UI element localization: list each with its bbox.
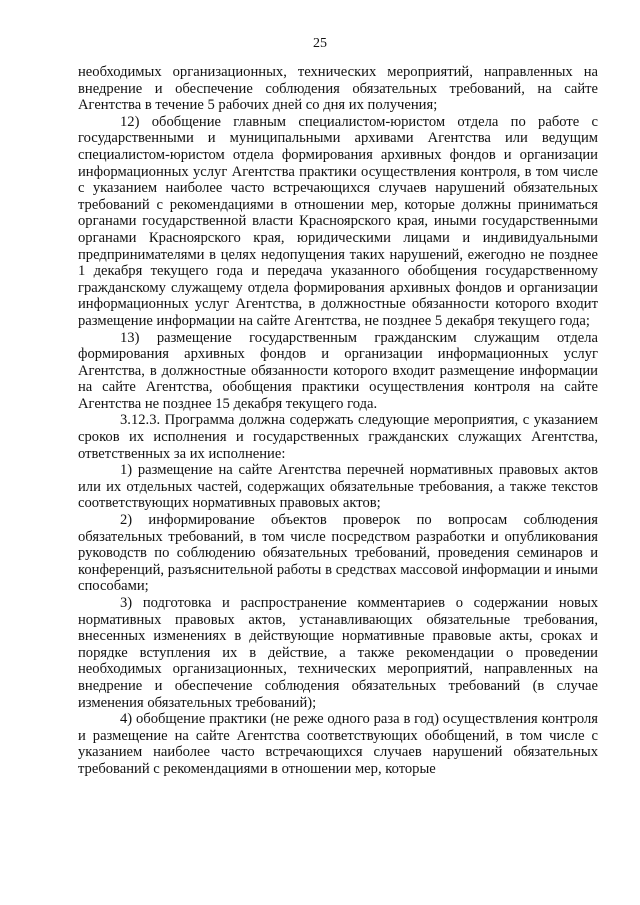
paragraph: 3) подготовка и распространение комментариев о содержании новых нормативных правовых актов, устанавливающих обязательные требования, внесенных изменениях в действующие нормативные правовые акты, сроках и порядке вступления их в действие, а также рекомендации о проведении необходимых организационных, технических мероприятий, направленных на внедрение и обеспечение соблюдения обязательных требований (в случае изменения обязательных требований); [78,595,598,711]
paragraph: 12) обобщение главным специалистом-юристом отдела по работе с государственными и муниципальными архивами Агентства или ведущим специалистом-юристом отдела формирования архивных фондов и организации информационных услуг Агентства практики осуществления контроля, в том числе с указанием наиболее часто встречающихся случаев нарушений обязательных требований с рекомендациями в отношении мер, которые должны приниматься органами государственной власти Красноярского края, иными государственными органами Красноярского края, юридическими лицами и индивидуальными предпринимателями в целях недопущения таких нарушений, ежегодно не позднее 1 декабря текущего года и передача указанного обобщения государственному гражданскому служащему отдела формирования архивных фондов и организации информационных услуг Агентства, в должностные обязанности которого входит размещение информации на сайте Агентства, не позднее 5 декабря текущего года; [78,113,598,329]
paragraph: 13) размещение государственным гражданским служащим отдела формирования архивных фондов и организации информационных услуг Агентства, в должностные обязанности которого входит размещение информации на сайте Агентства, обобщения практики осуществления контроля на сайте Агентства не позднее 15 декабря текущего года. [78,329,598,412]
paragraph: 2) информирование объектов проверок по вопросам соблюдения обязательных требований, в том числе посредством разработки и опубликования руководств по соблюдению обязательных требований, проведения семинаров и конференций, разъяснительной работы в средствах массовой информации и иными способами; [78,512,598,595]
paragraph: 3.12.3. Программа должна содержать следующие мероприятия, с указанием сроков их исполнения и государственных гражданских служащих Агентства, ответственных за их исполнение: [78,412,598,462]
paragraph: 1) размещение на сайте Агентства перечней нормативных правовых актов или их отдельных частей, содержащих обязательные требования, а также текстов соответствующих нормативных правовых актов; [78,462,598,512]
page-number: 25 [313,36,327,51]
paragraph: 4) обобщение практики (не реже одного раза в год) осуществления контроля и размещение на сайте Агентства соответствующих обобщений, в том числе с указанием наиболее часто встречающихся случаев нарушений обязательных требований с рекомендациями в отношении мер, которые [78,711,598,777]
paragraph: необходимых организационных, технических мероприятий, направленных на внедрение и обеспечение соблюдения обязательных требований, на сайте Агентства в течение 5 рабочих дней со дня их получения; [78,64,598,114]
document-body [78,64,598,778]
